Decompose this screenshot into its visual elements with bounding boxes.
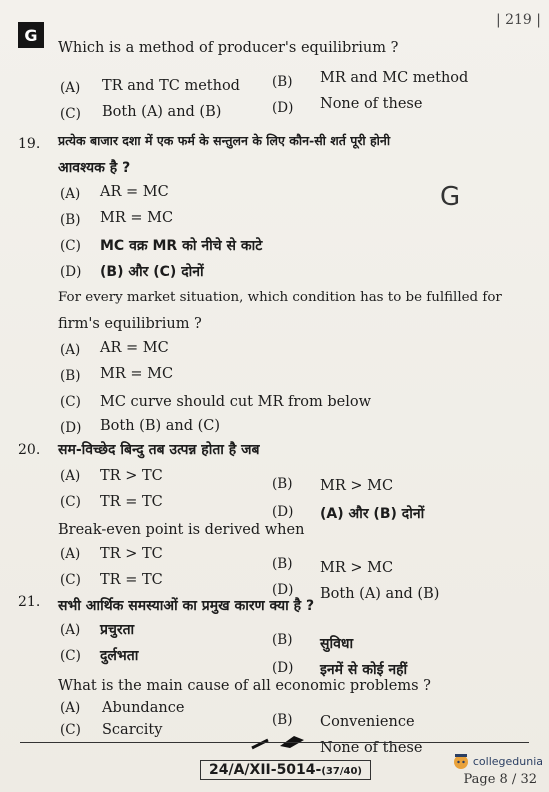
q21-en-d-text: None of these bbox=[320, 740, 423, 756]
paper-code-main: 24/A/XII-5014- bbox=[209, 762, 322, 778]
q18-a-text: TR and TC method bbox=[102, 78, 240, 94]
q18-a-label: (A) bbox=[60, 80, 81, 96]
q21-stem-hi: सभी आर्थिक समस्याओं का प्रमुख कारण क्या है ? bbox=[58, 598, 315, 614]
q21-en-b-label: (B) bbox=[272, 712, 293, 728]
paper-code bbox=[200, 760, 371, 780]
q19-en-d-text: Both (B) and (C) bbox=[100, 418, 221, 434]
q20-en-d-text: Both (A) and (B) bbox=[320, 586, 440, 602]
q18-b-text: MR and MC method bbox=[320, 70, 469, 86]
q21-hi-d-text: इनमें से कोई नहीं bbox=[320, 662, 408, 678]
q18-stem: Which is a method of producer's equilibrium ? bbox=[58, 40, 399, 56]
q19-en-b-label: (B) bbox=[60, 368, 81, 384]
q21-en-c-text: Scarcity bbox=[102, 722, 163, 738]
q21-hi-c-label: (C) bbox=[60, 648, 81, 664]
brand-watermark bbox=[452, 752, 543, 770]
q19-hi-a-text: AR = MC bbox=[100, 184, 169, 200]
q18-d-label: (D) bbox=[272, 100, 294, 116]
q20-en-a-text: TR > TC bbox=[100, 546, 163, 562]
brand-name: collegedunia bbox=[472, 754, 543, 768]
q19-en-c-label: (C) bbox=[60, 394, 81, 410]
q20-en-d-label: (D) bbox=[272, 582, 294, 598]
q18-d-text: None of these bbox=[320, 96, 423, 112]
q19-hi-b-label: (B) bbox=[60, 212, 81, 228]
q19-hi-c-label: (C) bbox=[60, 238, 81, 254]
q21-hi-c-text: दुर्लभता bbox=[100, 648, 139, 664]
q19-stem-hi-2: आवश्यक है ? bbox=[58, 160, 131, 176]
q19-stem-en-2: firm's equilibrium ? bbox=[58, 316, 202, 332]
q20-hi-d-label: (D) bbox=[272, 504, 294, 520]
q20-stem-hi: सम-विच्छेद बिन्दु तब उत्पन्न होता है जब bbox=[58, 442, 260, 458]
q21-hi-b-label: (B) bbox=[272, 632, 293, 648]
q19-number: 19. bbox=[18, 136, 41, 152]
q19-en-d-label: (D) bbox=[60, 420, 82, 436]
paper-code-sub: (37/40) bbox=[321, 766, 362, 777]
q19-stem-en-1: For every market situation, which condition has to be fulfilled for bbox=[58, 290, 502, 305]
q21-number: 21. bbox=[18, 594, 41, 610]
q20-hi-c-text: TR = TC bbox=[100, 494, 163, 510]
q20-stem-en: Break-even point is derived when bbox=[58, 522, 305, 538]
q21-hi-d-label: (D) bbox=[272, 660, 294, 676]
handwritten-mark: G bbox=[440, 182, 461, 212]
q20-en-b-label: (B) bbox=[272, 556, 293, 572]
q19-en-a-label: (A) bbox=[60, 342, 81, 358]
q20-hi-b-text: MR > MC bbox=[320, 478, 394, 494]
q21-hi-b-text: सुविधा bbox=[320, 636, 354, 652]
q20-hi-d-text: (A) और (B) दोनों bbox=[320, 506, 425, 522]
q19-hi-c-text: MC वक्र MR को नीचे से काटे bbox=[100, 238, 263, 254]
q20-en-c-label: (C) bbox=[60, 572, 81, 588]
brand-logo-icon bbox=[452, 752, 470, 770]
q19-hi-d-label: (D) bbox=[60, 264, 82, 280]
q19-hi-b-text: MR = MC bbox=[100, 210, 174, 226]
q18-c-label: (C) bbox=[60, 106, 81, 122]
q21-en-b-text: Convenience bbox=[320, 714, 415, 730]
q18-c-text: Both (A) and (B) bbox=[102, 104, 222, 120]
q20-hi-c-label: (C) bbox=[60, 494, 81, 510]
q19-en-b-text: MR = MC bbox=[100, 366, 174, 382]
q21-en-c-label: (C) bbox=[60, 722, 81, 738]
q21-hi-a-text: प्रचुरता bbox=[100, 622, 135, 638]
q19-en-c-text: MC curve should cut MR from below bbox=[100, 394, 371, 410]
q20-en-a-label: (A) bbox=[60, 546, 81, 562]
q20-hi-a-label: (A) bbox=[60, 468, 81, 484]
q20-en-b-text: MR > MC bbox=[320, 560, 394, 576]
q19-en-a-text: AR = MC bbox=[100, 340, 169, 356]
q21-stem-en: What is the main cause of all economic problems ? bbox=[58, 678, 431, 694]
q21-hi-a-label: (A) bbox=[60, 622, 81, 638]
page-number-top: | 219 | bbox=[495, 12, 541, 28]
q20-en-c-text: TR = TC bbox=[100, 572, 163, 588]
q20-hi-b-label: (B) bbox=[272, 476, 293, 492]
q19-stem-hi-1: प्रत्येक बाजार दशा में एक फर्म के सन्तुलन के लिए कौन-सी शर्त पूरी होनी bbox=[58, 133, 391, 148]
q20-hi-a-text: TR > TC bbox=[100, 468, 163, 484]
set-badge: G bbox=[18, 22, 44, 48]
q18-b-label: (B) bbox=[272, 74, 293, 90]
q21-en-a-label: (A) bbox=[60, 700, 81, 716]
q21-en-a-text: Abundance bbox=[102, 700, 185, 716]
footer-divider bbox=[20, 742, 529, 743]
q19-hi-d-text: (B) और (C) दोनों bbox=[100, 264, 204, 280]
q19-hi-a-label: (A) bbox=[60, 186, 81, 202]
q20-number: 20. bbox=[18, 442, 41, 458]
page-of-total: Page 8 / 32 bbox=[463, 772, 537, 787]
